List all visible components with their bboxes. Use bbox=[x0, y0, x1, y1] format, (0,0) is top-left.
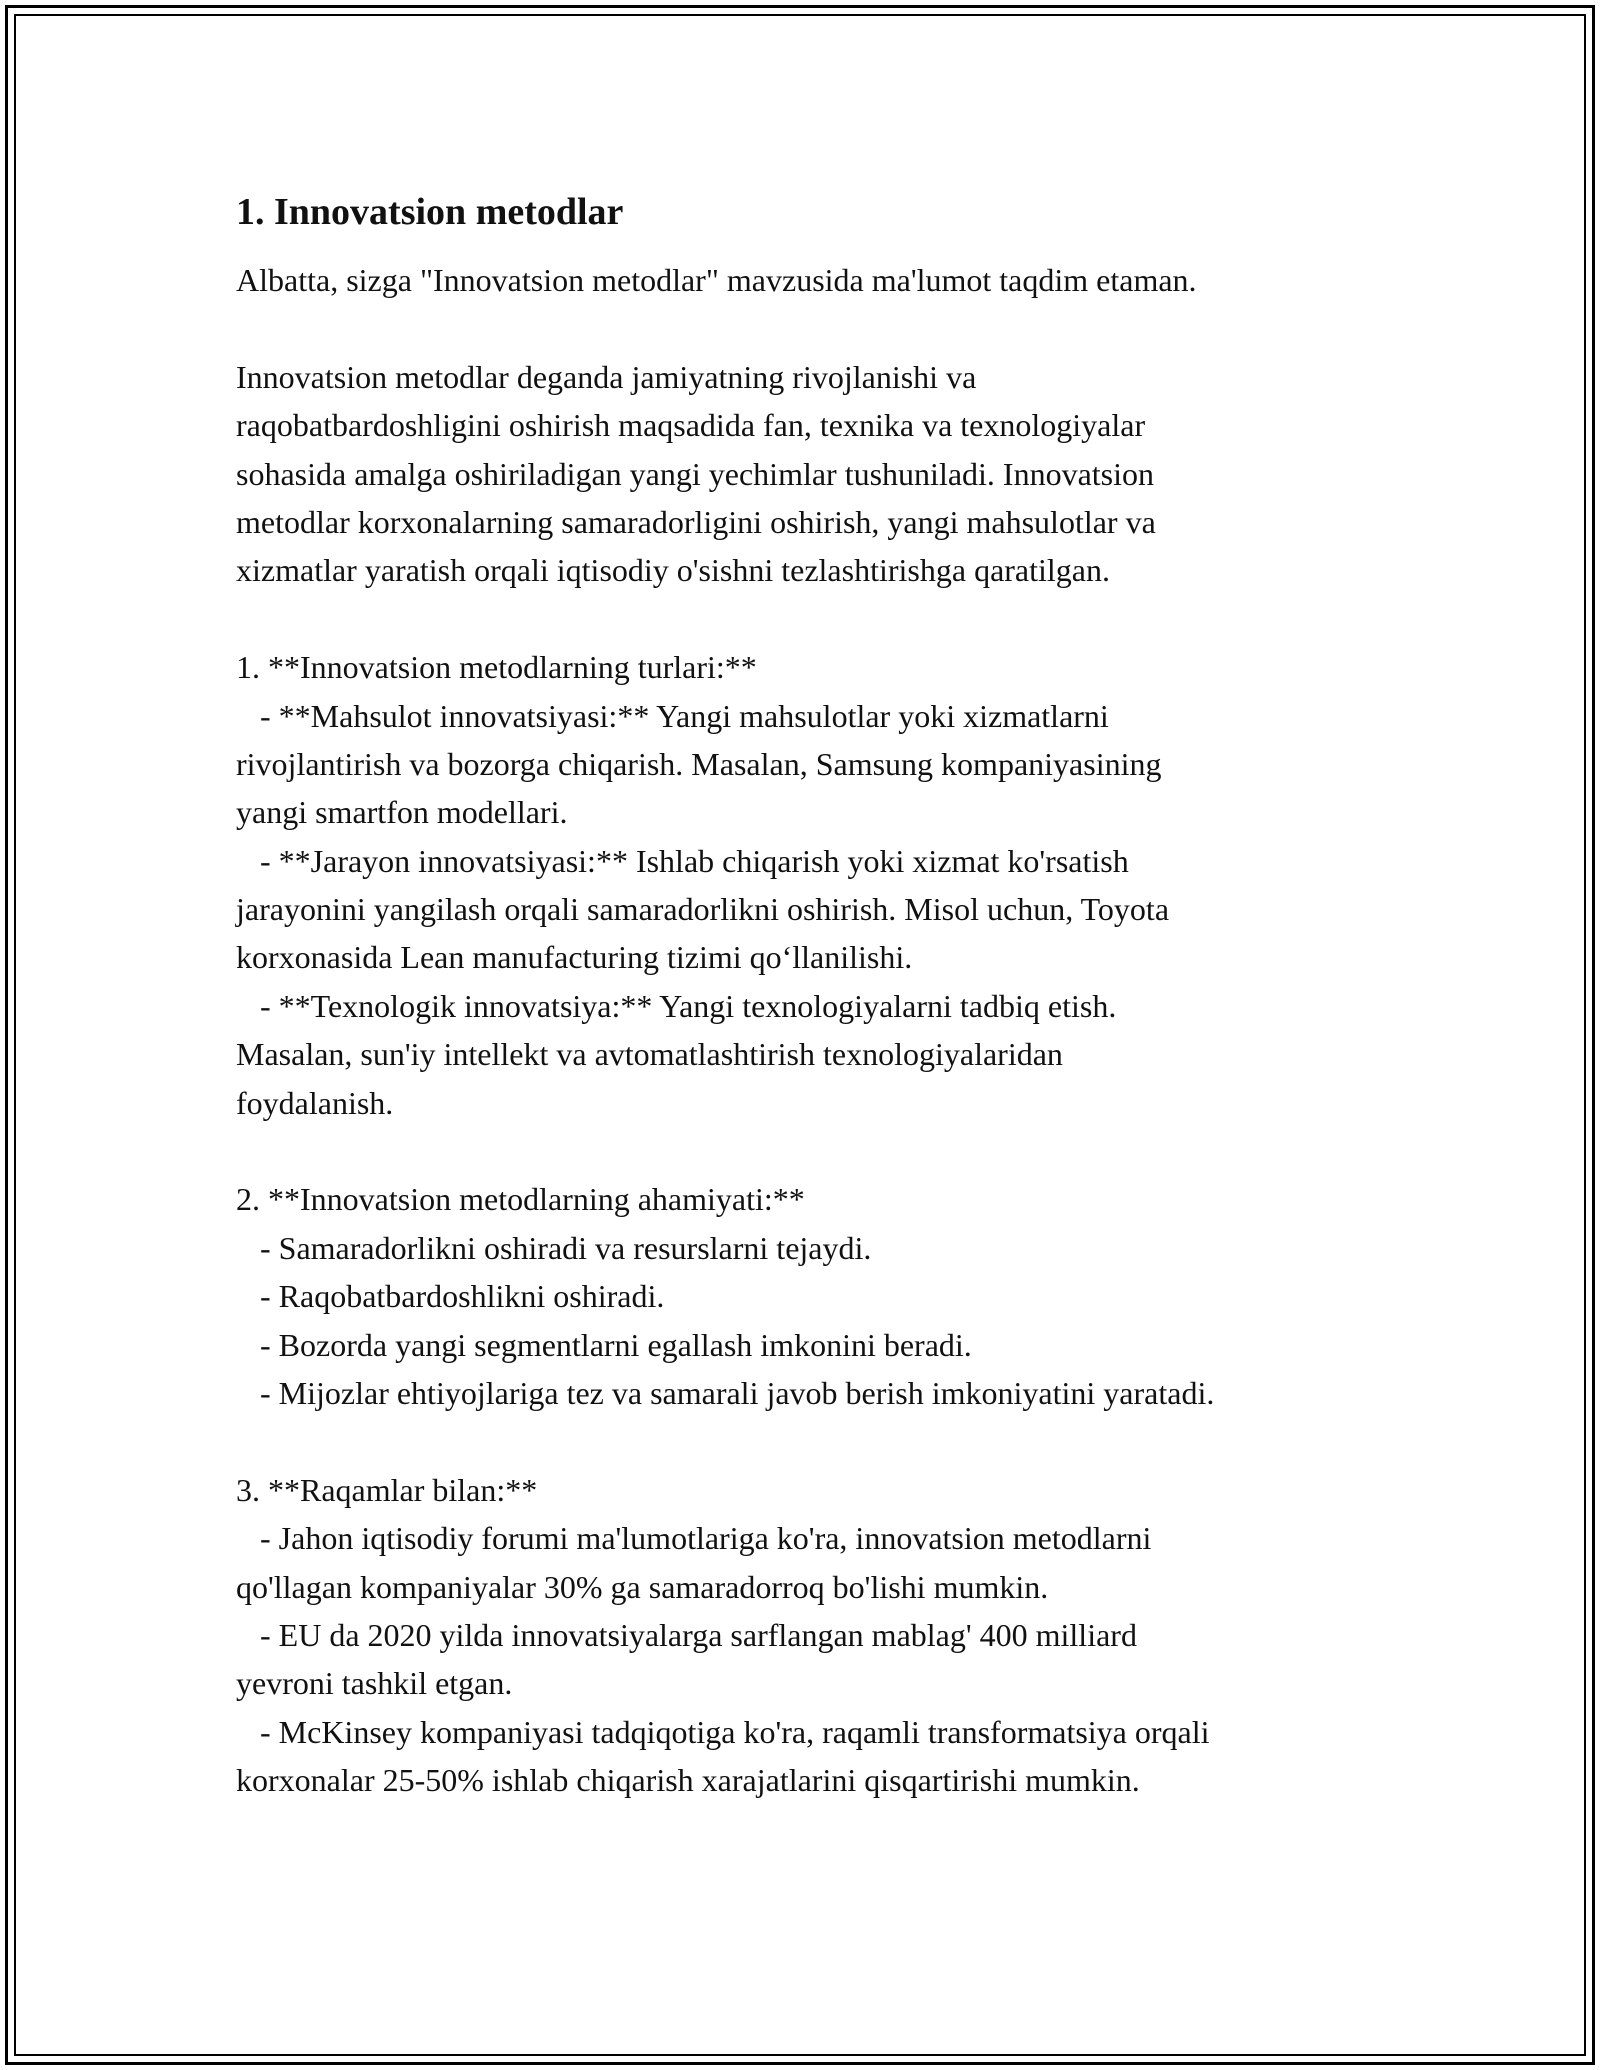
text-line: Albatta, sizga "Innovatsion metodlar" mavzusida ma'lumot taqdim etaman. bbox=[236, 262, 1197, 298]
text-line: 1. **Innovatsion metodlarning turlari:** bbox=[236, 649, 757, 686]
text-line: metodlar korxonalarning samaradorligini oshirish, yangi mahsulotlar va bbox=[236, 503, 1156, 540]
text-line: Masalan, sun'iy intellekt va avtomatlashtirish texnologiyalaridan bbox=[236, 1036, 1063, 1073]
text-line: 2. **Innovatsion metodlarning ahamiyati:** bbox=[236, 1181, 805, 1218]
text-line: - Jahon iqtisodiy forumi ma'lumotlariga ko'ra, innovatsion metodlarni bbox=[236, 1520, 1152, 1557]
text-line: - Mijozlar ehtiyojlariga tez va samarali javob berish imkoniyatini yaratadi. bbox=[236, 1374, 1215, 1411]
text-line: qo'llagan kompaniyalar 30% ga samaradorroq bo'lishi mumkin. bbox=[236, 1568, 1049, 1605]
text-line: sohasida amalga oshiriladigan yangi yechimlar tushuniladi. Innovatsion bbox=[236, 455, 1155, 492]
text-line: - Raqobatbardoshlikni oshiradi. bbox=[236, 1278, 665, 1315]
blank-line bbox=[236, 595, 1376, 643]
document-title: 1. Innovatsion metodlar bbox=[236, 191, 624, 233]
text-line: - EU da 2020 yilda innovatsiyalarga sarflangan mablag' 400 milliard bbox=[236, 1616, 1137, 1653]
text-line: foydalanish. bbox=[236, 1084, 394, 1121]
text-line: korxonalar 25-50% ishlab chiqarish xarajatlarini qisqartirishi mumkin. bbox=[236, 1762, 1140, 1799]
text-line: jarayonini yangilash orqali samaradorlikni oshirish. Misol uchun, Toyota bbox=[236, 891, 1170, 928]
text-line: - Samaradorlikni oshiradi va resurslarni tejaydi. bbox=[236, 1229, 872, 1266]
text-line: 3. **Raqamlar bilan:** bbox=[236, 1471, 538, 1508]
document-text bbox=[236, 256, 1376, 1805]
text-line: rivojlantirish va bozorga chiqarish. Masalan, Samsung kompaniyasining bbox=[236, 745, 1162, 782]
text-line: - Bozorda yangi segmentlarni egallash imkonini beradi. bbox=[236, 1326, 972, 1363]
text-line: xizmatlar yaratish orqali iqtisodiy o'sishni tezlashtirishga qaratilgan. bbox=[236, 552, 1110, 589]
document-body bbox=[236, 186, 1376, 1805]
text-line: - **Jarayon innovatsiyasi:** Ishlab chiqarish yoki xizmat ko'rsatish bbox=[236, 842, 1129, 879]
text-line: - **Texnologik innovatsiya:** Yangi texnologiyalarni tadbiq etish. bbox=[236, 987, 1117, 1024]
text-line: yevroni tashkil etgan. bbox=[236, 1665, 513, 1702]
blank-line bbox=[236, 304, 1376, 352]
text-line: korxonasida Lean manufacturing tizimi qo‘llanilishi. bbox=[236, 939, 913, 976]
text-line: - **Mahsulot innovatsiyasi:** Yangi mahsulotlar yoki xizmatlarni bbox=[236, 697, 1109, 734]
blank-line bbox=[236, 1127, 1376, 1175]
blank-line bbox=[236, 1417, 1376, 1465]
text-line: Innovatsion metodlar deganda jamiyatning rivojlanishi va bbox=[236, 358, 977, 395]
text-line: - McKinsey kompaniyasi tadqiqotiga ko'ra, raqamli transformatsiya orqali bbox=[236, 1713, 1210, 1750]
text-line: raqobatbardoshligini oshirish maqsadida fan, texnika va texnologiyalar bbox=[236, 407, 1146, 444]
text-line: yangi smartfon modellari. bbox=[236, 794, 568, 831]
